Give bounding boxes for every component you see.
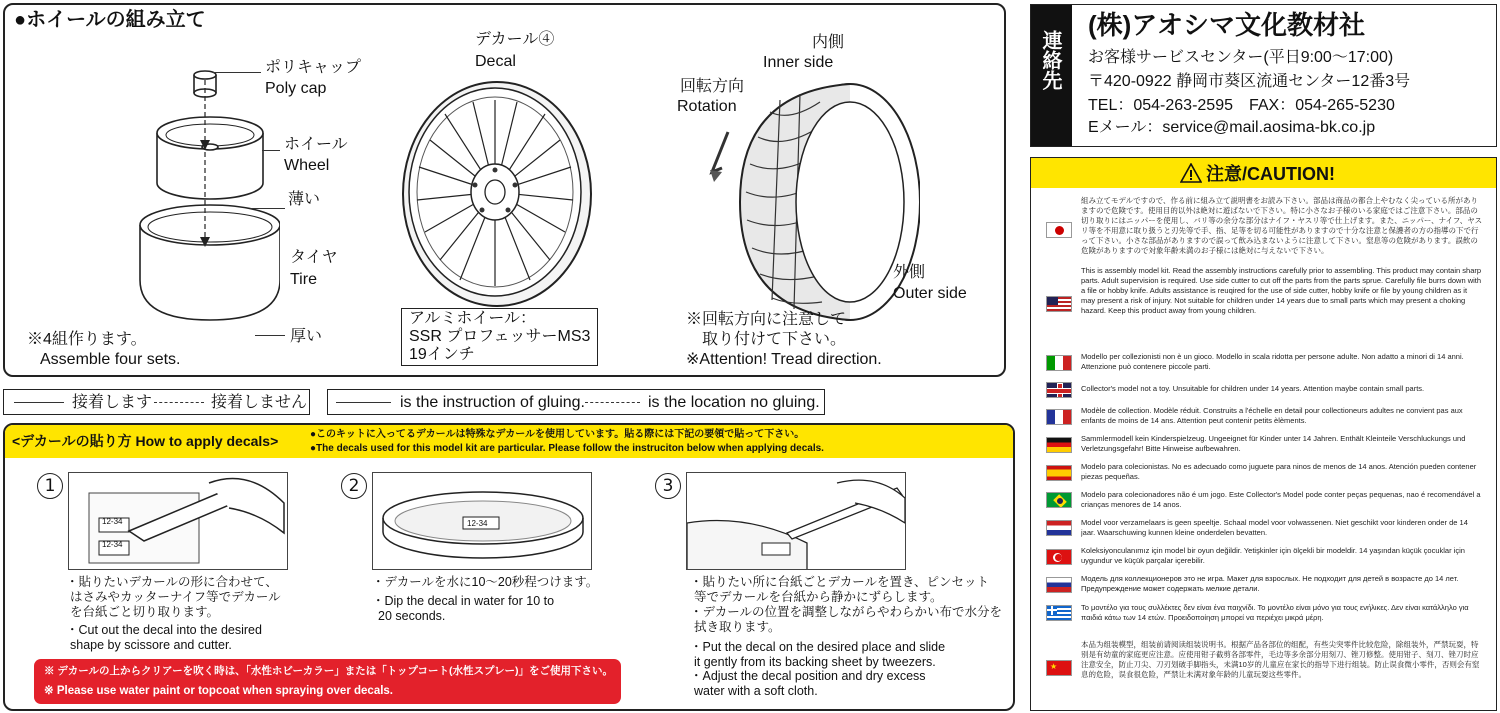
step3-text-jp-1: ・貼りたい所に台紙ごとデカールを置き、ピンセット [690,575,990,589]
step2-sample-decal: 12-34 [467,519,488,528]
caution-text-ru: Модель для коллекционеров это не игра. Макет для взрослых. Не подходит для детей в возрасте до 14 лет. Предупреждение может содержать мелкие детали. [1081,574,1459,593]
thin-label: 薄い [288,191,321,208]
step1-text-jp-2: はさみやカッターナイフ等でデカール [70,590,281,604]
attention-jp-2: 取り付けて下さい。 [702,331,847,348]
sets-label-jp: ※4組作ります。 [27,331,147,348]
brazil-flag-icon [1046,492,1072,508]
caution-text-gr: Το μοντέλο για τους συλλέκτες δεν είναι ένα παιχνίδι. Το μοντέλο είναι μόνο για τους ενήλικες. Δεν είναι κατάλληλο για παιδιά κάτω των 14 ετών. Προειδοποίηση μπορεί να περιέχει μικρά μέρη. [1081,603,1469,622]
step1-text-en-1: ・Cut out the decal into the desired [66,623,262,637]
thick-leader [255,335,285,336]
step2-text-jp: ・デカールを水に10～20秒程つけます。 [372,575,599,589]
step1-sample-decal-b: 12-34 [102,540,123,549]
step3-text-en-1: ・Put the decal on the desired place and slide [690,640,946,654]
step1-sample-decal-a: 12-34 [102,517,123,526]
polycap-label-jp: ポリキャップ [265,59,362,76]
uk-flag-icon [1046,382,1072,398]
spray-warning-en: ※ Please use water paint or topcoat when spraying over decals. [44,685,393,697]
glue-arrow-en [336,402,391,403]
step3-text-jp-2: 等でデカールを台紙から静かにずらします。 [694,590,943,604]
inner-side-en: Inner side [763,54,834,71]
germany-flag-icon [1046,437,1072,453]
glue-label-en: is the instruction of gluing. [400,394,585,411]
spain-flag-icon [1046,465,1072,481]
rotation-en: Rotation [677,98,737,115]
step3-illustration-frame [686,472,906,570]
polycap-label-en: Poly cap [265,80,327,97]
tweezers-apply-illustration [687,473,906,570]
caution-text-cn: 本品为组装模型，组装前请阅读组装说明书。根据产品各部位的组配，有些尖突零件比较危险，除组装外，严禁玩耍，特别是有幼童的家庭更应注意。应使用钳子截剪各部零件，毛边等多余部分用刻刀、锉刀修整。使用钳子、刻刀、锉刀时应注意安全，防止刀尖、刀刃划破手脚指头，未满10岁的儿童应在家长的指导下进行组装。防止误食微小零件，否则会有窒息的危险，误食很危险，严禁让未满对象年龄的儿童玩耍这些零件。 [1081,640,1480,679]
italy-flag-icon [1046,355,1072,371]
usa-flag-icon [1046,296,1072,312]
wheel-tire-exploded-illustration [130,55,280,345]
caution-text-tr: Koleksiyonculanımız için model bir oyun değildir. Yetişkinler için ölçekli bir modeldir. 14 yaşından küçük çocuklar için uygundur ve küçük parçalar içerebilir. [1081,546,1465,565]
phone-fax: TEL：054-263-2595 FAX：054-265-5230 [1088,97,1395,114]
noglue-arrow-en [585,402,640,403]
step3-text-en-4: water with a soft cloth. [694,684,818,698]
step3-text-en-3: ・Adjust the decal position and dry excess [690,669,926,683]
caution-text-es: Modelo para colecionistas. No es adecuado como juguete para ninos de menos de 14 anos. Atención pueden contener piezas pequeñas. [1081,462,1477,481]
thin-leader [250,208,285,209]
rotation-jp: 回転方向 [680,78,745,95]
tire-label-en: Tire [290,271,317,288]
contact-side-label: 連絡先 [1039,30,1061,90]
caution-text-it: Modello per collezionisti non è un gioco. Modello in scala ridotta per persone adulte. Non adatto a minori di 14 anni. Attenzione può contenere piccole parti. [1081,352,1464,371]
inner-side-jp: 内側 [812,34,845,51]
wheel-leader [262,150,280,151]
caution-text-nl: Model voor verzamelaars is geen speeltje. Schaal model voor volwassenen. Niet geschikt voor kinderen onder de 14 jaar. Waarschuwing kunnen kleine onderdelen bevatten. [1081,518,1468,537]
caution-text-de: Sammlermodell kein Kinderspielzeug. Ungeeignet für Kinder unter 14 Jahren. Enthält Kleinteile Verschluckungs und Verletzungsgefahr! Bitte Hinweise aufbewahren. [1081,434,1466,453]
france-flag-icon [1046,409,1072,425]
rim-model: SSR プロフェッサーMS3 [409,328,591,345]
step2-text-en-2: 20 seconds. [378,609,446,623]
address: 〒420-0922 静岡市葵区流通センター12番3号 [1088,73,1411,90]
caution-text-uk: Collector's model not a toy. Unsuitable for children under 14 years. Attention maybe contain small parts. [1081,384,1425,393]
caution-text-fr: Modèle de collection. Modèle réduit. Construits a l'échelle en detail pour collectioneurs adultes ne convient pas aux enfants de moins de 14 ans. Attention peut contenir petits èlèments. [1081,406,1463,425]
company-name: (株)アオシマ文化教材社 [1088,10,1366,40]
step3-text-en-2: it gently from its backing sheet by tweezers. [694,655,936,669]
decals-note-jp: ●このキットに入ってるデカールは特殊なデカールを使用しています。貼る際には下記の要領で貼って下さい。 [310,429,805,440]
caution-text-en: This is assembly model kit. Read the assembly instructions carefully prior to assembling. This product may contain sharp parts. Adult supervision is required. Use side cutter to cut off the parts from the parts sprue. Carefully file burrs down with a file or hobby knife. Adults assistance is reuqired for the use of side cutter, hobby knife or file by young children as it may present a risk of injury. Not suitable for children under 14 years due to small parts which may present a choking hazard. Keep this product away from young children. [1081,266,1482,315]
caution-title: 注意/CAUTION! [1206,164,1335,184]
service-hours: お客様サービスセンター(平日9:00～17:00) [1088,49,1394,66]
tire-label-jp: タイヤ [290,249,338,266]
decals-note-en: ●The decals used for this model kit are particular. Please follow the instruciton below when applying decals. [310,443,824,454]
step1-number: 1 [37,473,63,499]
outer-side-jp: 外側 [893,264,926,281]
step1-illustration-frame [68,472,288,570]
decals-heading: <デカールの貼り方 How to apply decals> [12,433,279,449]
attention-en: ※Attention! Tread direction. [686,351,882,368]
warning-icon [1180,163,1202,183]
attention-jp-1: ※回転方向に注意して [686,311,847,328]
step1-text-en-2: shape by scissore and cutter. [70,638,232,652]
noglue-label-jp: 接着しません [211,394,308,411]
caution-text-br: Modelo para colecionadores não é um jogo. Este Collector's Model pode conter peças pequenas, nao é recomendável a crianças menores de 14 anos. [1081,490,1481,509]
netherlands-flag-icon [1046,520,1072,536]
wheel-label-jp: ホイール [284,136,348,153]
step1-text-jp-1: ・貼りたいデカールの形に合わせて、 [66,575,278,589]
tire-tread-illustration [700,72,920,322]
decal-label-en: Decal [475,53,516,70]
step2-text-en-1: ・Dip the decal in water for 10 to [372,594,555,608]
noglue-label-en: is the location no gluing. [648,394,820,411]
turkey-flag-icon [1046,549,1072,565]
step2-number: 2 [341,473,367,499]
thick-label: 厚い [290,328,323,345]
russia-flag-icon [1046,577,1072,593]
step1-text-jp-3: を台紙ごと切り取ります。 [70,605,220,619]
glue-label-jp: 接着します [72,394,153,411]
email: Eメール：service@mail.aosima-bk.co.jp [1088,119,1376,136]
outer-side-en: Outer side [893,285,967,302]
polycap-leader [213,72,261,73]
step3-number: 3 [655,473,681,499]
step3-text-jp-4: 拭き取ります。 [694,620,781,634]
rim-label-jp: アルミホイール： [409,310,537,327]
sets-label-en: Assemble four sets. [40,351,181,368]
noglue-arrow-jp [154,402,204,403]
spray-warning-jp: ※ デカールの上からクリアーを吹く時は、「水性ホビーカラー」または「トップコート(水性スプレー)」をご使用下さい。 [44,665,614,677]
assembly-title: ●ホイールの組み立て [14,9,206,31]
alloy-wheel-illustration [395,72,595,312]
japan-flag-icon [1046,222,1072,238]
rim-size: 19インチ [409,346,475,363]
wheel-label-en: Wheel [284,157,330,174]
decal-label-jp: デカール④ [475,31,555,48]
caution-text-jp: 組み立てモデルですので、作る前に組み立て説明書をお読み下さい。部品は商品の都合上やむなく尖っている所がありますので危険です。使用目的以外は絶対に遊ばないで下さい。特に小さなお子様のいる家庭ではご注意下さい。部品の切り取りにはニッパーを使用し、バリ等の余分な部分はナイフ・ヤスリ等で仕上げます。また、ニッパー、ナイフ、ヤスリ等を不用意に取り扱うと刃先等で手、指、足等を切る可能性がありますので十分な注意と保護者の方の指導の下で行って下さい。小さな部品がありますので誤って飲み込まないように注意して下さい。窒息等の危険があります。誤飲の危険がありますので対象年齢未満のお子様には絶対に与えないで下さい。 [1081,196,1483,255]
glue-arrow-jp [14,402,64,403]
china-flag-icon: ★ [1046,660,1072,676]
step3-text-jp-3: ・デカールの位置を調整しながらやわらかい布で水分を [690,605,1003,619]
greece-flag-icon [1046,605,1072,621]
